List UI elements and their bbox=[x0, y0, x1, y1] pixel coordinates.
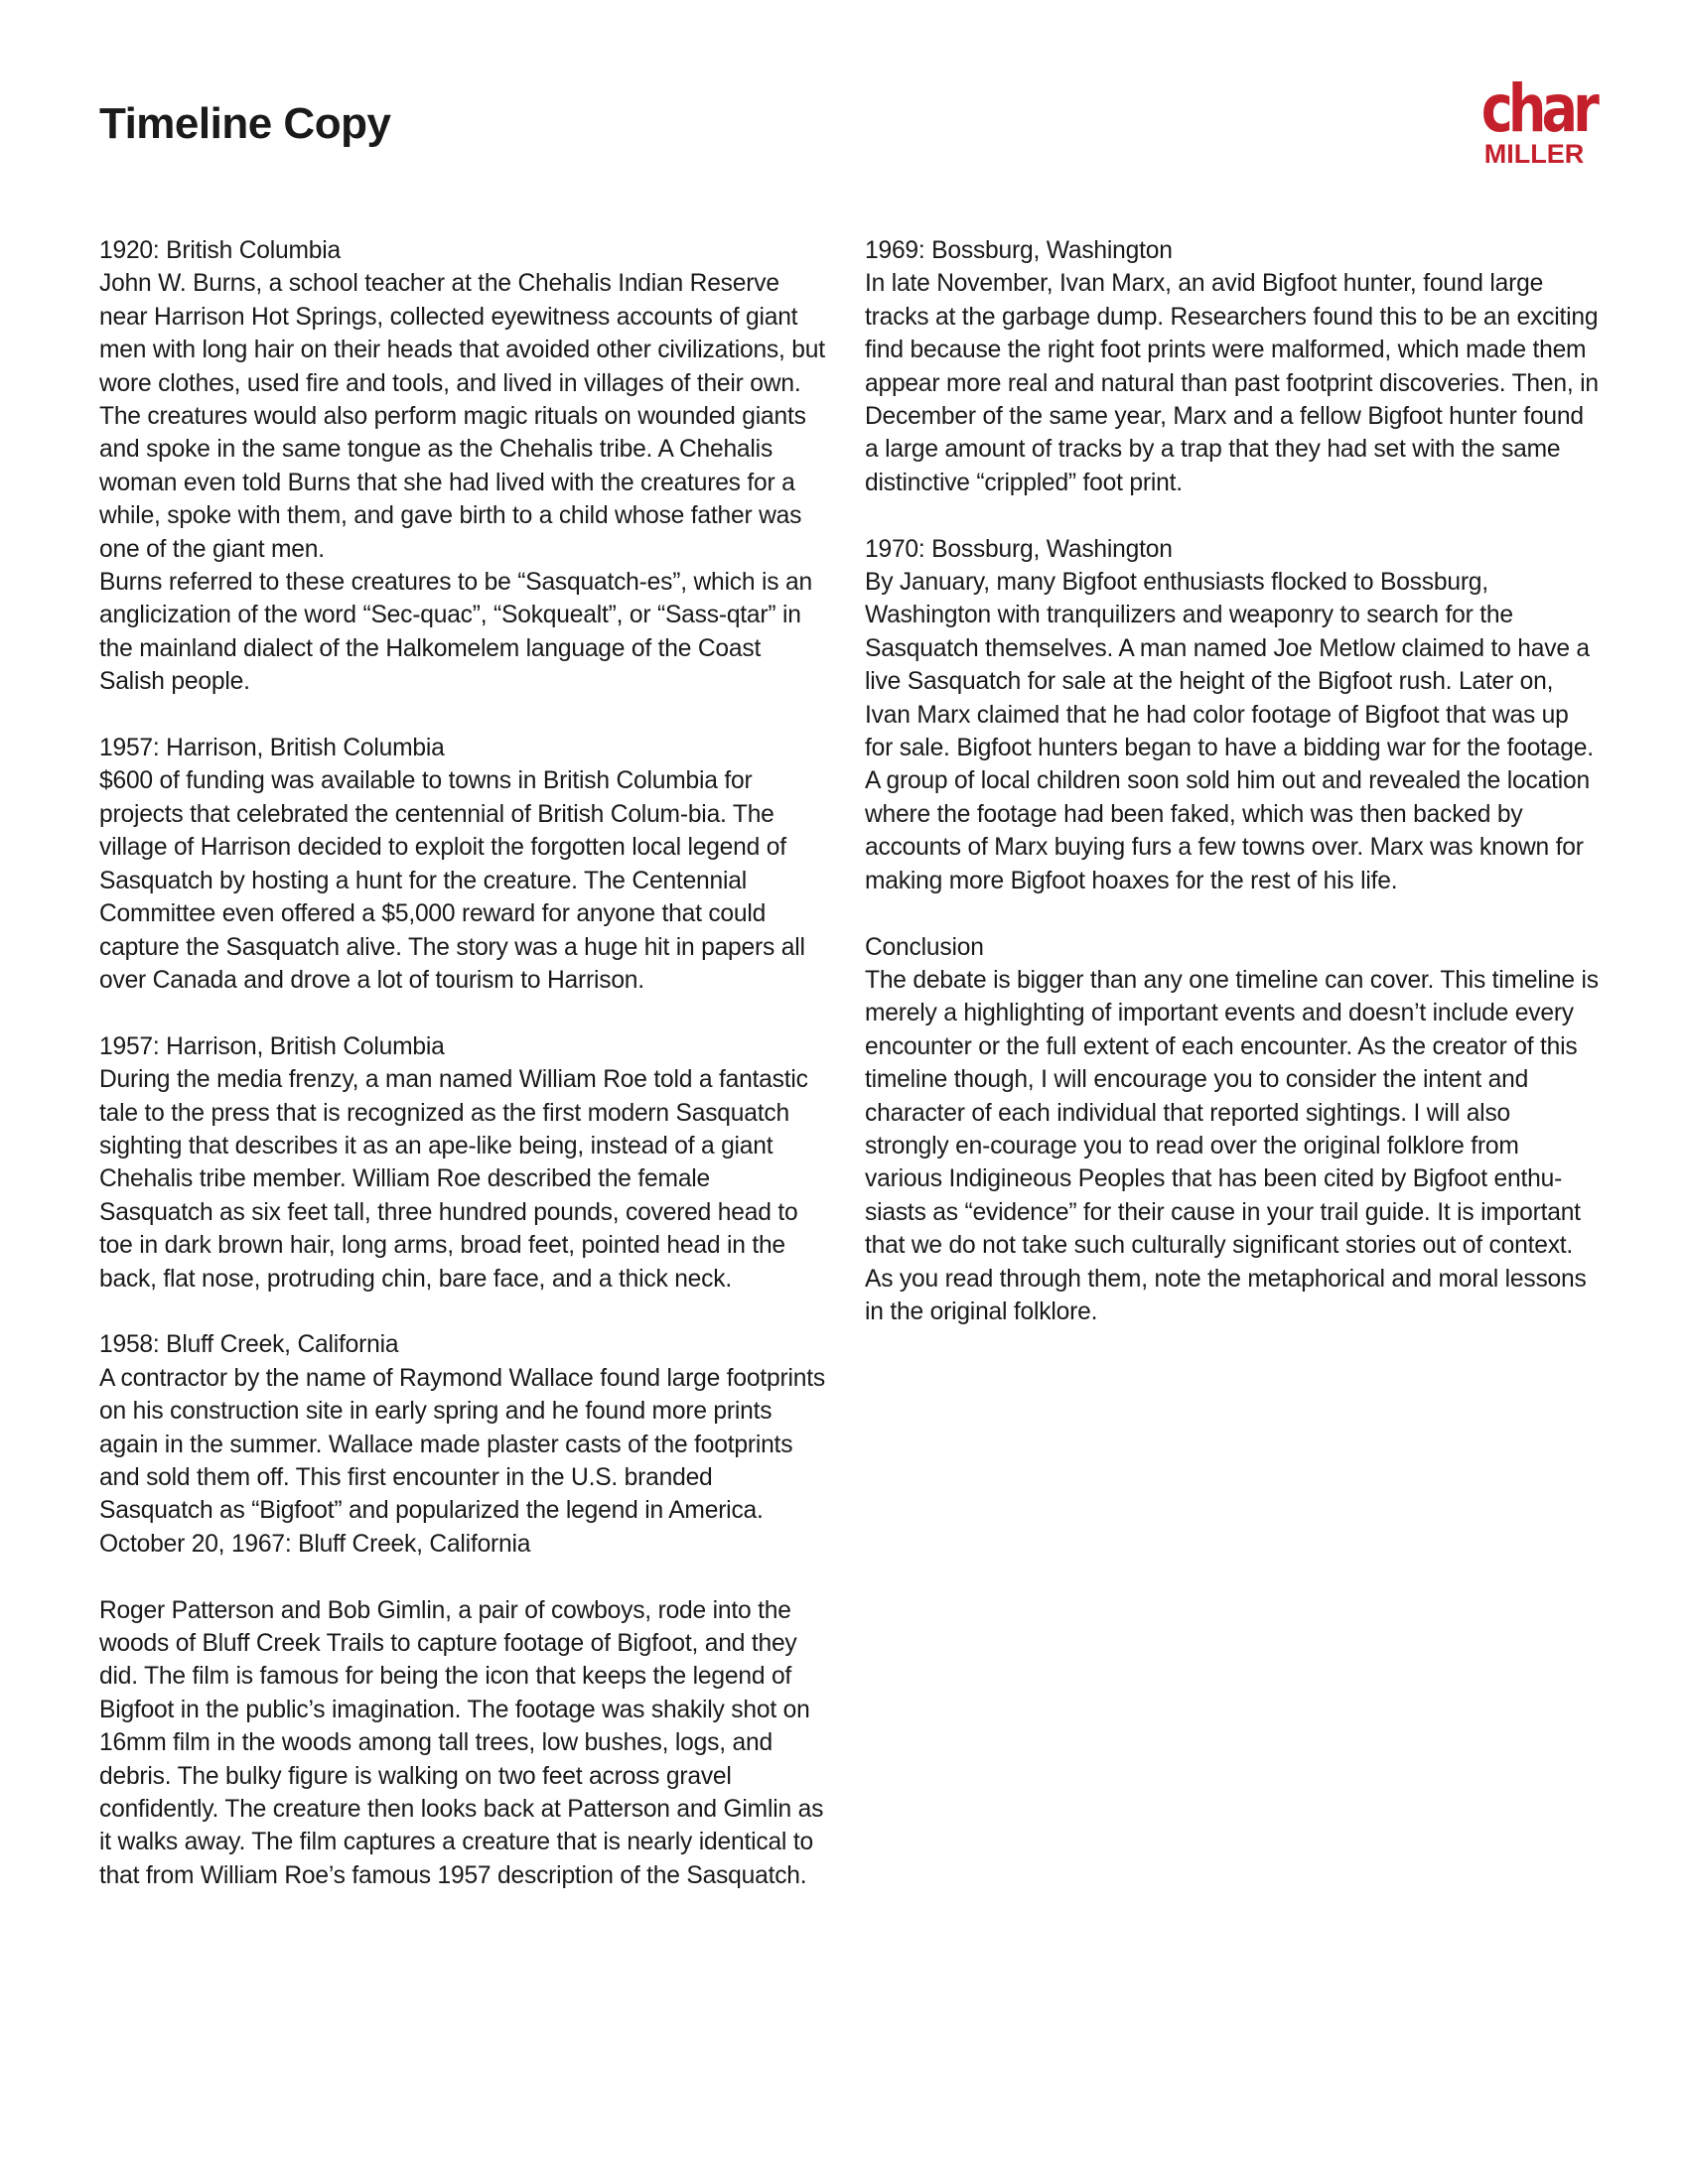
page-title: Timeline Copy bbox=[99, 99, 391, 148]
entry-paragraph: Roger Patterson and Bob Gimlin, a pair of cowboys, rode into the woods of Bluff Creek Trails to capture footage of Bigfoot, and they did. The film is famous for being the icon that keeps the legend of Bigfoot in the public’s imagination. The footage was shakily shot on 16mm film in the woods among tall trees, low bushes, logs, and debris. The bulky figure is walking on two feet across gravel confidently. The creature then looks back at Patterson and Gimlin as it walks away. The film captures a creature that is nearly identical to that from William Roe’s famous 1957 description of the Sasquatch. bbox=[99, 1596, 824, 1889]
entry-paragraph: $600 of funding was available to towns in British Columbia for projects that celebrated the centennial of British Colum-bia. The village of Harrison decided to exploit the forgotten local legend of Sasquatch by hosting a hunt for the creature. The Centennial Committee even offered a $5,000 reward for anyone that could capture the Sasquatch alive. The story was a huge hit in papers all over Canada and drove a lot of tourism to Harrison. bbox=[99, 767, 805, 994]
entry-heading: 1958: Bluff Creek, California bbox=[99, 1331, 399, 1359]
timeline-entry-1957-funding bbox=[99, 732, 829, 997]
entry-heading: 1920: British Columbia bbox=[99, 237, 342, 264]
entry-paragraph: By January, many Bigfoot enthusiasts flocked to Bossburg, Washington with tranquilizers and weaponry to search for the Sasquatch themselves. A man named Joe Metlow claimed to have a live Sasquatch for sale at the height of the Bigfoot rush. Later on, Ivan Marx claimed that he had color footage of Bigfoot that was up for sale. Bigfoot hunters began to have a bidding war for the footage. A group of local children soon sold him out and revealed the location where the footage had been faked, which was then backed by accounts of Marx buying furs a few towns over. Marx was known for making more Bigfoot hoaxes for the rest of his life. bbox=[865, 569, 1594, 894]
conclusion-section bbox=[865, 931, 1600, 1329]
entry-paragraph: During the media frenzy, a man named William Roe told a fantastic tale to the press that is recognized as the first modern Sasquatch sighting that describes it as an ape-like being, instead of a giant Chehalis tribe member. William Roe described the female Sasquatch as six feet tall, three hundred pounds, covered head to toe in dark brown hair, long arms, broad feet, pointed head in the back, flat nose, protruding chin, bare face, and a thick neck. bbox=[99, 1066, 808, 1293]
entry-paragraph: In late November, Ivan Marx, an avid Bigfoot hunter, found large tracks at the garbage dump. Researchers found this to be an exciting find because the right foot prints were malformed, which made them appear more real and natural than past footprint discoveries. Then, in December of the same year, Marx and a fellow Bigfoot hunter found a large amount of tracks by a trap that they had set with the same distinctive “crippled” foot print. bbox=[865, 270, 1599, 496]
entry-paragraph: The debate is bigger than any one timeline can cover. This timeline is merely a highlighting of important events and doesn’t include every encounter or the full extent of each encounter. As the creator of this timeline though, I will encourage you to consider the intent and character of each individual that reported sightings. I will also strongly en-courage you to read over the original folklore from various Indigineous Peoples that has been cited by Bigfoot enthu-siasts as “evidence” for their cause in your trail guide. It is important that we do not take such culturally significant stories out of context. As you read through them, note the metaphorical and moral lessons in the original folklore. bbox=[865, 966, 1599, 1325]
timeline-entry-1967 bbox=[99, 1594, 829, 1893]
entry-heading: Conclusion bbox=[865, 933, 984, 961]
timeline-entry-1920 bbox=[99, 234, 829, 699]
timeline-entry-1969 bbox=[865, 234, 1600, 499]
timeline-entry-1958 bbox=[99, 1328, 829, 1561]
entry-heading: 1957: Harrison, British Columbia bbox=[99, 735, 445, 762]
logo-wordmark-bottom: MILLER bbox=[1483, 139, 1585, 169]
entry-paragraph: Burns referred to these creatures to be “Sasquatch-es”, which is an anglicization of the word “Sec-quac”, “Sokquealt”, or “Sass-qtar” in the mainland dialect of the Halkomelem language of the Coast Salish people. bbox=[99, 569, 812, 696]
entry-subheading: October 20, 1967: Bluff Creek, California bbox=[99, 1530, 531, 1558]
entry-heading: 1957: Harrison, British Columbia bbox=[99, 1032, 445, 1060]
entry-heading: 1970: Bossburg, Washington bbox=[865, 535, 1173, 563]
entry-heading: 1969: Bossburg, Washington bbox=[865, 237, 1173, 264]
char-miller-logo bbox=[1470, 70, 1599, 169]
timeline-entry-1957-roe bbox=[99, 1030, 829, 1296]
timeline-entry-1970 bbox=[865, 533, 1600, 897]
entry-paragraph: John W. Burns, a school teacher at the Chehalis Indian Reserve near Harrison Hot Springs, collected eyewitness accounts of giant men with long hair on their heads that avoided other civilizations, but wore clothes, used fire and tools, and lived in villages of their own. The creatures would also perform magic rituals on wounded giants and spoke in the same tongue as the Chehalis tribe. A Chehalis woman even told Burns that she had lived with the creatures for a while, spoke with them, and gave birth to a child whose father was one of the giant men. bbox=[99, 270, 825, 563]
entry-paragraph: A contractor by the name of Raymond Wallace found large footprints on his construction site in early spring and he found more prints again in the summer. Wallace made plaster casts of the footprints and sold them off. This first encounter in the U.S. branded Sasquatch as “Bigfoot” and popularized the legend in America. bbox=[99, 1364, 825, 1525]
logo-wordmark-top: char bbox=[1480, 70, 1595, 147]
right-column bbox=[865, 234, 1600, 1362]
left-column bbox=[99, 234, 829, 1926]
